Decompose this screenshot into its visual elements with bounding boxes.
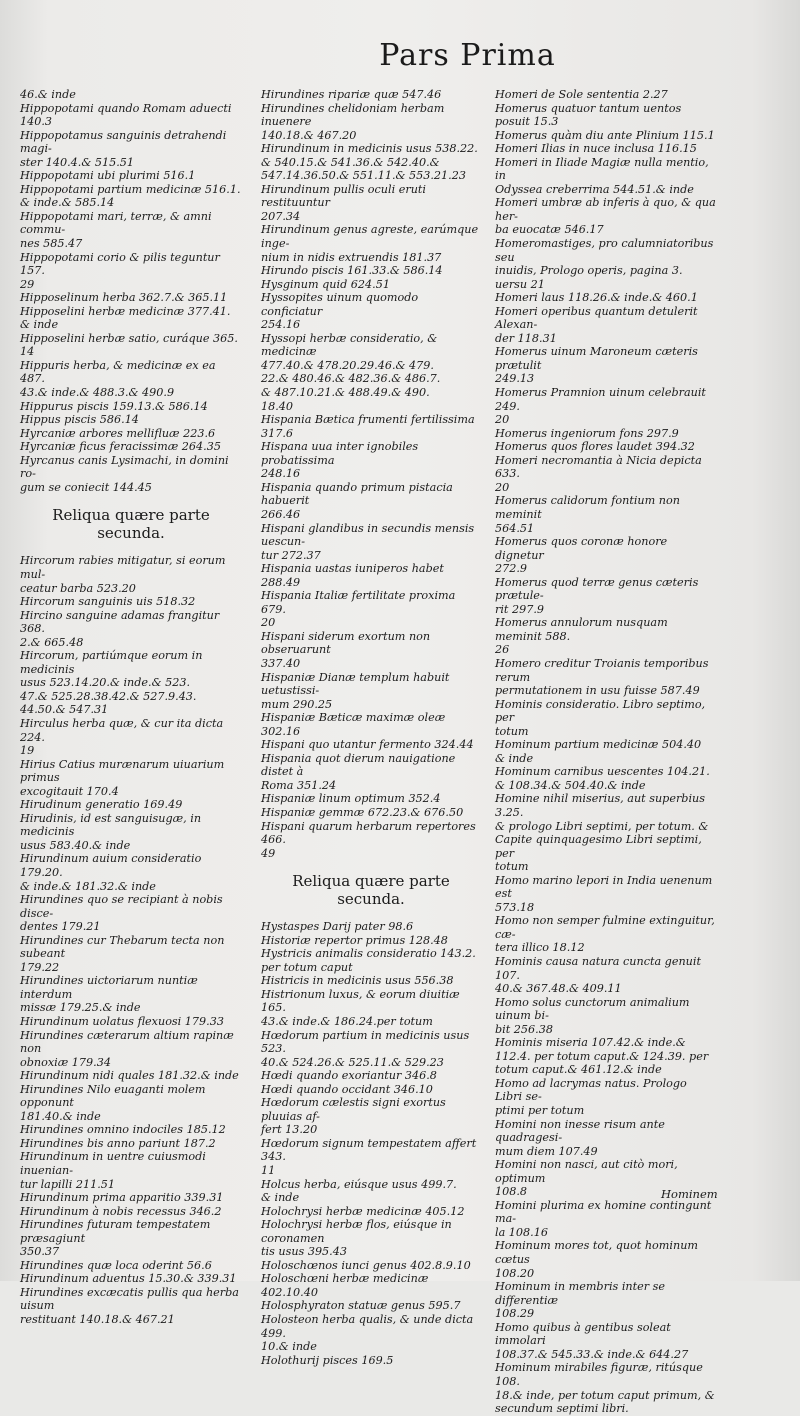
section-note: Reliqua quære parte secunda. [292, 872, 450, 909]
index-entry: Hirius Catius murænarum uiuarium primus [20, 757, 225, 785]
index-entry: Holcus herba, eiúsque usus 499.7. [261, 1177, 457, 1191]
index-entry: Homeri laus 118.26.& inde.& 460.1 [495, 291, 698, 305]
index-entry: & inde.& 585.14 [20, 196, 115, 210]
index-entry: Hyssopites uinum quomodo conficiatur [261, 291, 419, 318]
index-entry: Hispaniæ linum optimum 352.4 [261, 792, 441, 806]
index-entry: Hirculus herba quæ, & cur ita dicta 224. [20, 716, 224, 744]
index-entry: Holochrysi herbæ medicinæ 405.12 [261, 1204, 465, 1218]
index-entry: Hippurus piscis 159.13.& 586.14 [20, 399, 208, 413]
index-entry: & inde [261, 1191, 300, 1205]
index-entry: Hispania uastas iuniperos habet 288.49 [261, 562, 444, 589]
index-entry: Hirundines cur Thebarum tecta non subeant [20, 933, 225, 961]
index-entry: Hominum in membris inter se differentiæ [495, 1280, 665, 1307]
index-entry: Homo ad lacrymas natus. Prologo Libri se- [495, 1076, 687, 1104]
index-entry: Homo solus cunctorum animalium uinum bi- [495, 995, 690, 1023]
index-column-left [20, 88, 242, 1327]
index-entry: 108.37.& 545.33.& inde.& 644.27 [495, 1347, 689, 1361]
index-entry: Homeri umbræ ab inferis à quo, & qua her- [495, 196, 716, 223]
index-entry: & 108.34.& 504.40.& inde [495, 778, 646, 792]
index-entry: Hominum mores tot, quot hominum cœtus [495, 1239, 699, 1267]
index-entry: ceatur barba 523.20 [20, 581, 136, 595]
index-entry: Homerus quàm diu ante Plinium 115.1 [495, 128, 715, 142]
index-entry: Hœdorum cælestis signi exortus pluuias af- [261, 1096, 446, 1123]
index-entry: 108.29 [495, 1307, 535, 1321]
section-note: Reliqua quære parte secunda. [52, 506, 210, 543]
index-entry: Hyrcaniæ ficus feracissimæ 264.35 [20, 440, 221, 454]
index-entry: Hominis consideratio. Libro septimo, per [495, 697, 706, 725]
index-entry: Hirundines cæterarum altium rapinæ non [20, 1028, 234, 1056]
index-entry: & 540.15.& 541.36.& 542.40.& [261, 155, 440, 169]
index-entry: Holothurij pisces 169.5 [261, 1353, 394, 1367]
index-entry: Hirundinum uolatus flexuosi 179.33 [20, 1015, 224, 1028]
index-entry: totum [495, 724, 529, 738]
index-entry: mum diem 107.49 [495, 1144, 598, 1158]
index-entry: Homerus quatuor tantum uentos posuit 15.3 [495, 101, 682, 129]
index-entry: Hyssopi herbæ consideratio, & medicinæ [261, 331, 438, 359]
index-entry: obnoxiæ 179.34 [20, 1055, 111, 1069]
index-entry: 47.& 525.28.38.42.& 527.9.43. [20, 689, 197, 703]
index-entry: & 487.10.21.& 488.49.& 490. [261, 386, 430, 400]
index-entry: restituant 140.18.& 467.21 [20, 1313, 175, 1327]
index-entry: Hispani quo utantur fermento 324.44 [261, 738, 474, 752]
index-entry: totum [495, 860, 529, 874]
index-entry: 10.& inde [261, 1340, 317, 1354]
index-entry: Holosphyraton statuæ genus 595.7 [261, 1299, 461, 1313]
index-entry: 254.16 [261, 318, 301, 332]
index-entry: Hirundines quo se recipiant à nobis disce- [20, 893, 223, 920]
index-column-middle [261, 88, 481, 1367]
index-entry: 11 [261, 1164, 276, 1178]
index-entry: tera illico 18.12 [495, 941, 585, 955]
index-entry: usus 523.14.20.& inde.& 523. [20, 676, 191, 690]
index-entry: & prologo Libri septimi, per totum. & [495, 819, 709, 833]
index-entry: totum caput.& 461.12.& inde [495, 1063, 662, 1077]
index-entry: Homeri Ilias in nuce inclusa 116.15 [495, 142, 697, 156]
index-entry: 26 [495, 643, 510, 657]
index-entry: 44.50.& 547.31 [20, 703, 109, 717]
index-entry: Homerus Pramnion uinum celebrauit 249. [495, 386, 706, 413]
index-entry: Hystaspes Darij pater 98.6 [261, 920, 414, 934]
index-entry: 249.13 [495, 372, 535, 386]
catchword: Hominem [661, 1187, 718, 1201]
index-entry: permutationem in usu fuisse 587.49 [495, 684, 700, 698]
index-entry: Hircorum sanguinis uis 518.32 [20, 595, 196, 609]
index-entry: Holoschœnos iunci genus 402.8.9.10 [261, 1258, 471, 1272]
index-entry: Homine nihil miserius, aut superbius 3.25. [495, 792, 705, 819]
index-entry: Hippopotamus sanguinis detrahendi magi- [20, 128, 227, 156]
index-entry: Hippopotami ubi plurimi 516.1 [20, 169, 196, 183]
index-entry: 29 [20, 277, 35, 291]
index-entry: 181.40.& inde [20, 1109, 101, 1123]
index-entry: 20 [495, 413, 510, 427]
index-entry: 112.4. per totum caput.& 124.39. per [495, 1049, 709, 1063]
index-entry: 20 [261, 616, 276, 630]
index-entry: Hirudinum generatio 169.49 [20, 798, 183, 812]
index-entry: Hyrcaniæ arbores mellifluæ 223.6 [20, 426, 216, 440]
index-entry: uersu 21 [495, 277, 545, 291]
index-entry: Homerus quod terræ genus cæteris prætule- [495, 575, 699, 603]
index-entry: excogitauit 170.4 [20, 784, 119, 798]
index-entry: Hipposelinum herba 362.7.& 365.11 [20, 291, 228, 305]
index-entry: Homo quibus à gentibus soleat immolari [495, 1320, 671, 1348]
index-entry: & inde [495, 751, 534, 765]
index-entry: Hominum carnibus uescentes 104.21. [495, 765, 710, 779]
index-entry: Hirundinum in medicinis usus 538.22. [261, 142, 478, 156]
index-entry: 564.51 [495, 521, 535, 535]
index-entry: Hirundo piscis 161.33.& 586.14 [261, 264, 443, 278]
index-entry: 43.& inde.& 186.24.per totum [261, 1015, 433, 1028]
index-entry: 2.& 665.48 [20, 635, 84, 649]
index-entry: inuidis, Prologo operis, pagina 3. [495, 264, 683, 278]
index-entry: Hirundinum à nobis recessus 346.2 [20, 1204, 222, 1218]
index-entry: Homeri de Sole sententia 2.27 [495, 88, 668, 101]
index-entry: Homerus calidorum fontium non meminit [495, 494, 680, 521]
index-entry: nium in nidis extruendis 181.37 [261, 250, 442, 264]
index-entry: 179.22 [20, 960, 60, 974]
index-entry: 18.40 [261, 399, 294, 413]
index-entry: Homeri in Iliade Magiæ nulla mentio, in [495, 155, 709, 183]
index-entry: Hirundinum nidi quales 181.32.& inde [20, 1069, 239, 1083]
index-entry: rit 297.9 [495, 602, 545, 616]
index-entry: Homerus quos flores laudet 394.32 [495, 440, 695, 454]
index-entry: Homerus ingeniorum fons 297.9 [495, 426, 679, 440]
index-entry: Holochrysi herbæ flos, eiúsque in coronamen [261, 1218, 452, 1245]
index-entry: Homo marino lepori in India uenenum est [495, 873, 713, 901]
index-entry: Holoschœni herbæ medicinæ 402.10.40 [261, 1272, 429, 1299]
index-entry: ster 140.4.& 515.51 [20, 155, 135, 169]
index-entry: Hirundinum prima apparitio 339.31 [20, 1191, 224, 1205]
index-entry: Hispana uua inter ignobiles probatissima [261, 440, 419, 467]
page-title: Pars Prima [379, 38, 556, 73]
index-entry: Historiæ repertor primus 128.48 [261, 933, 448, 947]
index-entry: 248.16 [261, 467, 301, 481]
index-entry: 477.40.& 478.20.29.46.& 479. [261, 358, 434, 372]
index-entry: 337.40 [261, 656, 301, 670]
index-entry: tur lapilli 211.51 [20, 1177, 116, 1191]
index-entry: Hispani glandibus in secundis mensis uescun- [261, 521, 475, 549]
index-entry: Hirundinum auium consideratio 179.20. [20, 852, 202, 879]
index-entry: Hipposelini herbæ satio, curáque 365. [20, 331, 238, 345]
index-entry: Hippuris herba, & medicinæ ex ea 487. [20, 358, 216, 386]
index-entry: Hispani siderum exortum non obseruarunt [261, 629, 431, 657]
index-entry: Hirundines bis anno pariunt 187.2 [20, 1136, 216, 1150]
index-entry: Hirundinum in uentre cuiusmodi inuenian- [20, 1150, 206, 1178]
index-entry: tis usus 395.43 [261, 1245, 347, 1259]
index-entry: Homini non inesse risum ante quadragesi- [495, 1117, 665, 1145]
index-entry: Odyssea creberrima 544.51.& inde [495, 182, 694, 196]
index-entry: Hirudinis, id est sanguisugæ, in medicinis [20, 811, 202, 839]
index-entry: Homeri necromantia à Nicia depicta 633. [495, 453, 702, 481]
index-entry: 207.34 [261, 209, 301, 223]
index-entry: Hircino sanguine adamas frangitur 368. [20, 608, 220, 636]
index-entry: 49 [261, 846, 276, 860]
index-entry: Hominis miseria 107.42.& inde.& [495, 1036, 686, 1050]
index-entry: fert 13.20 [261, 1123, 318, 1137]
index-entry: Homerus annulorum nusquam meminit 588. [495, 616, 668, 643]
index-entry: Homeromastiges, pro calumniatoribus seu [495, 237, 714, 264]
index-entry: Homero creditur Troianis temporibus rerum [495, 656, 709, 684]
index-entry: 43.& inde.& 488.3.& 490.9 [20, 386, 175, 400]
index-entry: Hippopotami mari, terræ, & amni commu- [20, 209, 212, 237]
index-entry: Hirundinum pullis oculi eruti restituuntur [261, 182, 426, 210]
index-entry: Hippopotami corio & pilis teguntur 157. [20, 250, 220, 278]
index-entry: ptimi per totum [495, 1104, 585, 1118]
index-entry: Holosteon herba qualis, & unde dicta 499. [261, 1313, 474, 1340]
index-entry: Hircorum, partiúmque eorum in medicinis [20, 649, 203, 676]
index-entry: 140.18.& 467.20 [261, 128, 357, 142]
index-column-right [495, 88, 717, 1416]
index-entry: missæ 179.25.& inde [20, 1001, 141, 1015]
index-entry: Hominis causa natura cuncta genuit 107. [495, 955, 701, 982]
index-entry: Hispania quando primum pistacia habuerit [261, 480, 453, 508]
index-entry: per totum caput [261, 960, 353, 974]
index-entry: Hirundines chelidoniam herbam inuenere [261, 101, 445, 129]
index-entry: Hispani quarum herbarum repertores 466. [261, 819, 476, 847]
index-entry: 547.14.36.50.& 551.11.& 553.21.23 [261, 169, 466, 183]
index-entry: 108.20 [495, 1266, 535, 1280]
index-entry: Hippopotami quando Romam aduecti [20, 101, 232, 115]
index-entry: Homerus uinum Maroneum cæteris prætulit [495, 345, 698, 372]
index-entry: Hirundinum aduentus 15.30.& 339.31 [20, 1272, 237, 1286]
index-entry: Hispania Bætica frumenti fertilissima 317.6 [261, 413, 475, 440]
index-entry: Hyrcanus canis Lysimachi, in domini ro- [20, 453, 229, 481]
index-entry: 20 [495, 480, 510, 494]
index-entry: Hœdi quando occidant 346.10 [261, 1082, 433, 1096]
index-entry: 40.& 524.26.& 525.11.& 529.23 [261, 1055, 444, 1069]
index-entry: & inde [20, 318, 59, 332]
index-entry: 19 [20, 744, 35, 758]
index-entry: Hippopotami partium medicinæ 516.1. [20, 182, 241, 196]
index-entry: usus 583.40.& inde [20, 838, 131, 852]
index-entry: Hominum partium medicinæ 504.40 [495, 738, 702, 752]
index-entry: Hirundines Nilo euaganti molem opponunt [20, 1082, 206, 1110]
index-entry: Homerus quos coronæ honore dignetur [495, 535, 668, 562]
index-entry: & inde.& 181.32.& inde [20, 879, 156, 893]
index-entry: 350.37 [20, 1245, 60, 1259]
index-entry: 272.9 [495, 562, 528, 576]
index-entry: Hirundines uictoriarum nuntiæ interdum [20, 974, 198, 1001]
index-entry: Hirundines quæ loca oderint 56.6 [20, 1258, 212, 1272]
index-entry: Hippus piscis 586.14 [20, 413, 139, 427]
index-entry: der 118.31 [495, 331, 557, 345]
index-entry: 573.18 [495, 900, 535, 914]
index-entry: bit 256.38 [495, 1022, 553, 1036]
index-entry: Hipposelini herbæ medicinæ 377.41. [20, 304, 231, 318]
index-entry: Histrionum luxus, & eorum diuitiæ 165. [261, 987, 460, 1015]
index-entry: Homini non nasci, aut citò mori, optimum [495, 1158, 678, 1185]
index-entry: Hispaniæ Dianæ templum habuit uetustissi- [261, 670, 450, 698]
index-entry: Hœdorum partium in medicinis usus 523. [261, 1028, 470, 1056]
index-entry: Hirundinum genus agreste, earúmque inge- [261, 223, 479, 251]
index-entry: 22.& 480.46.& 482.36.& 486.7. [261, 372, 441, 386]
index-entry: Hirundines ripariæ quæ 547.46 [261, 88, 442, 101]
index-entry: Hispania quot dierum nauigatione distet à [261, 751, 456, 779]
index-entry: la 108.16 [495, 1225, 548, 1239]
index-entry: 46.& inde [20, 88, 76, 101]
index-entry: Homo non semper fulmine extinguitur, cæ- [495, 914, 715, 941]
index-entry: Hispaniæ gemmæ 672.23.& 676.50 [261, 805, 464, 819]
index-entry: Homini plurima ex homine contingunt ma- [495, 1198, 712, 1226]
index-entry: Roma 351.24 [261, 778, 337, 792]
index-entry: 108.8 [495, 1185, 528, 1199]
index-entry: Hirundines excæcatis pullis qua herba uisum [20, 1285, 239, 1313]
index-entry: 14 [20, 345, 35, 359]
index-entry: 18.& inde, per totum caput primum, & [495, 1388, 715, 1402]
index-entry: tur 272.37 [261, 548, 321, 562]
index-entry: 40.& 367.48.& 409.11 [495, 982, 622, 996]
index-entry: Histricis in medicinis usus 556.38 [261, 974, 454, 988]
index-entry: secundum septimi libri. [495, 1402, 629, 1416]
index-entry: Hœdorum signum tempestatem affert 343. [261, 1136, 477, 1164]
index-entry: Hœdi quando exoriantur 346.8 [261, 1069, 437, 1083]
index-entry: nes 585.47 [20, 237, 83, 251]
index-entry: Homeri operibus quantum detulerit Alexan- [495, 304, 698, 332]
index-entry: Capite quinquagesimo Libri septimi, per [495, 833, 702, 860]
index-entry: Hirundines omnino indociles 185.12 [20, 1123, 226, 1137]
index-entry: Hircorum rabies mitigatur, si eorum mul- [20, 554, 226, 581]
index-entry: Hirundines futuram tempestatem præsagiunt [20, 1218, 211, 1245]
index-entry: Hominum mirabiles figuræ, ritúsque 108. [495, 1361, 703, 1388]
index-entry: ba euocatæ 546.17 [495, 223, 604, 237]
index-entry: gum se coniecit 144.45 [20, 480, 152, 494]
index-entry: Hispania Italiæ fertilitate proxima 679. [261, 589, 456, 616]
index-entry: 140.3 [20, 115, 53, 129]
index-entry: 266.46 [261, 507, 301, 521]
index-entry: Hysginum quid 624.51 [261, 277, 390, 291]
index-entry: Hispaniæ Bæticæ maximæ oleæ 302.16 [261, 711, 446, 738]
index-entry: mum 290.25 [261, 697, 333, 711]
index-entry: Hystricis animalis consideratio 143.2. [261, 947, 476, 961]
index-entry: dentes 179.21 [20, 920, 101, 934]
